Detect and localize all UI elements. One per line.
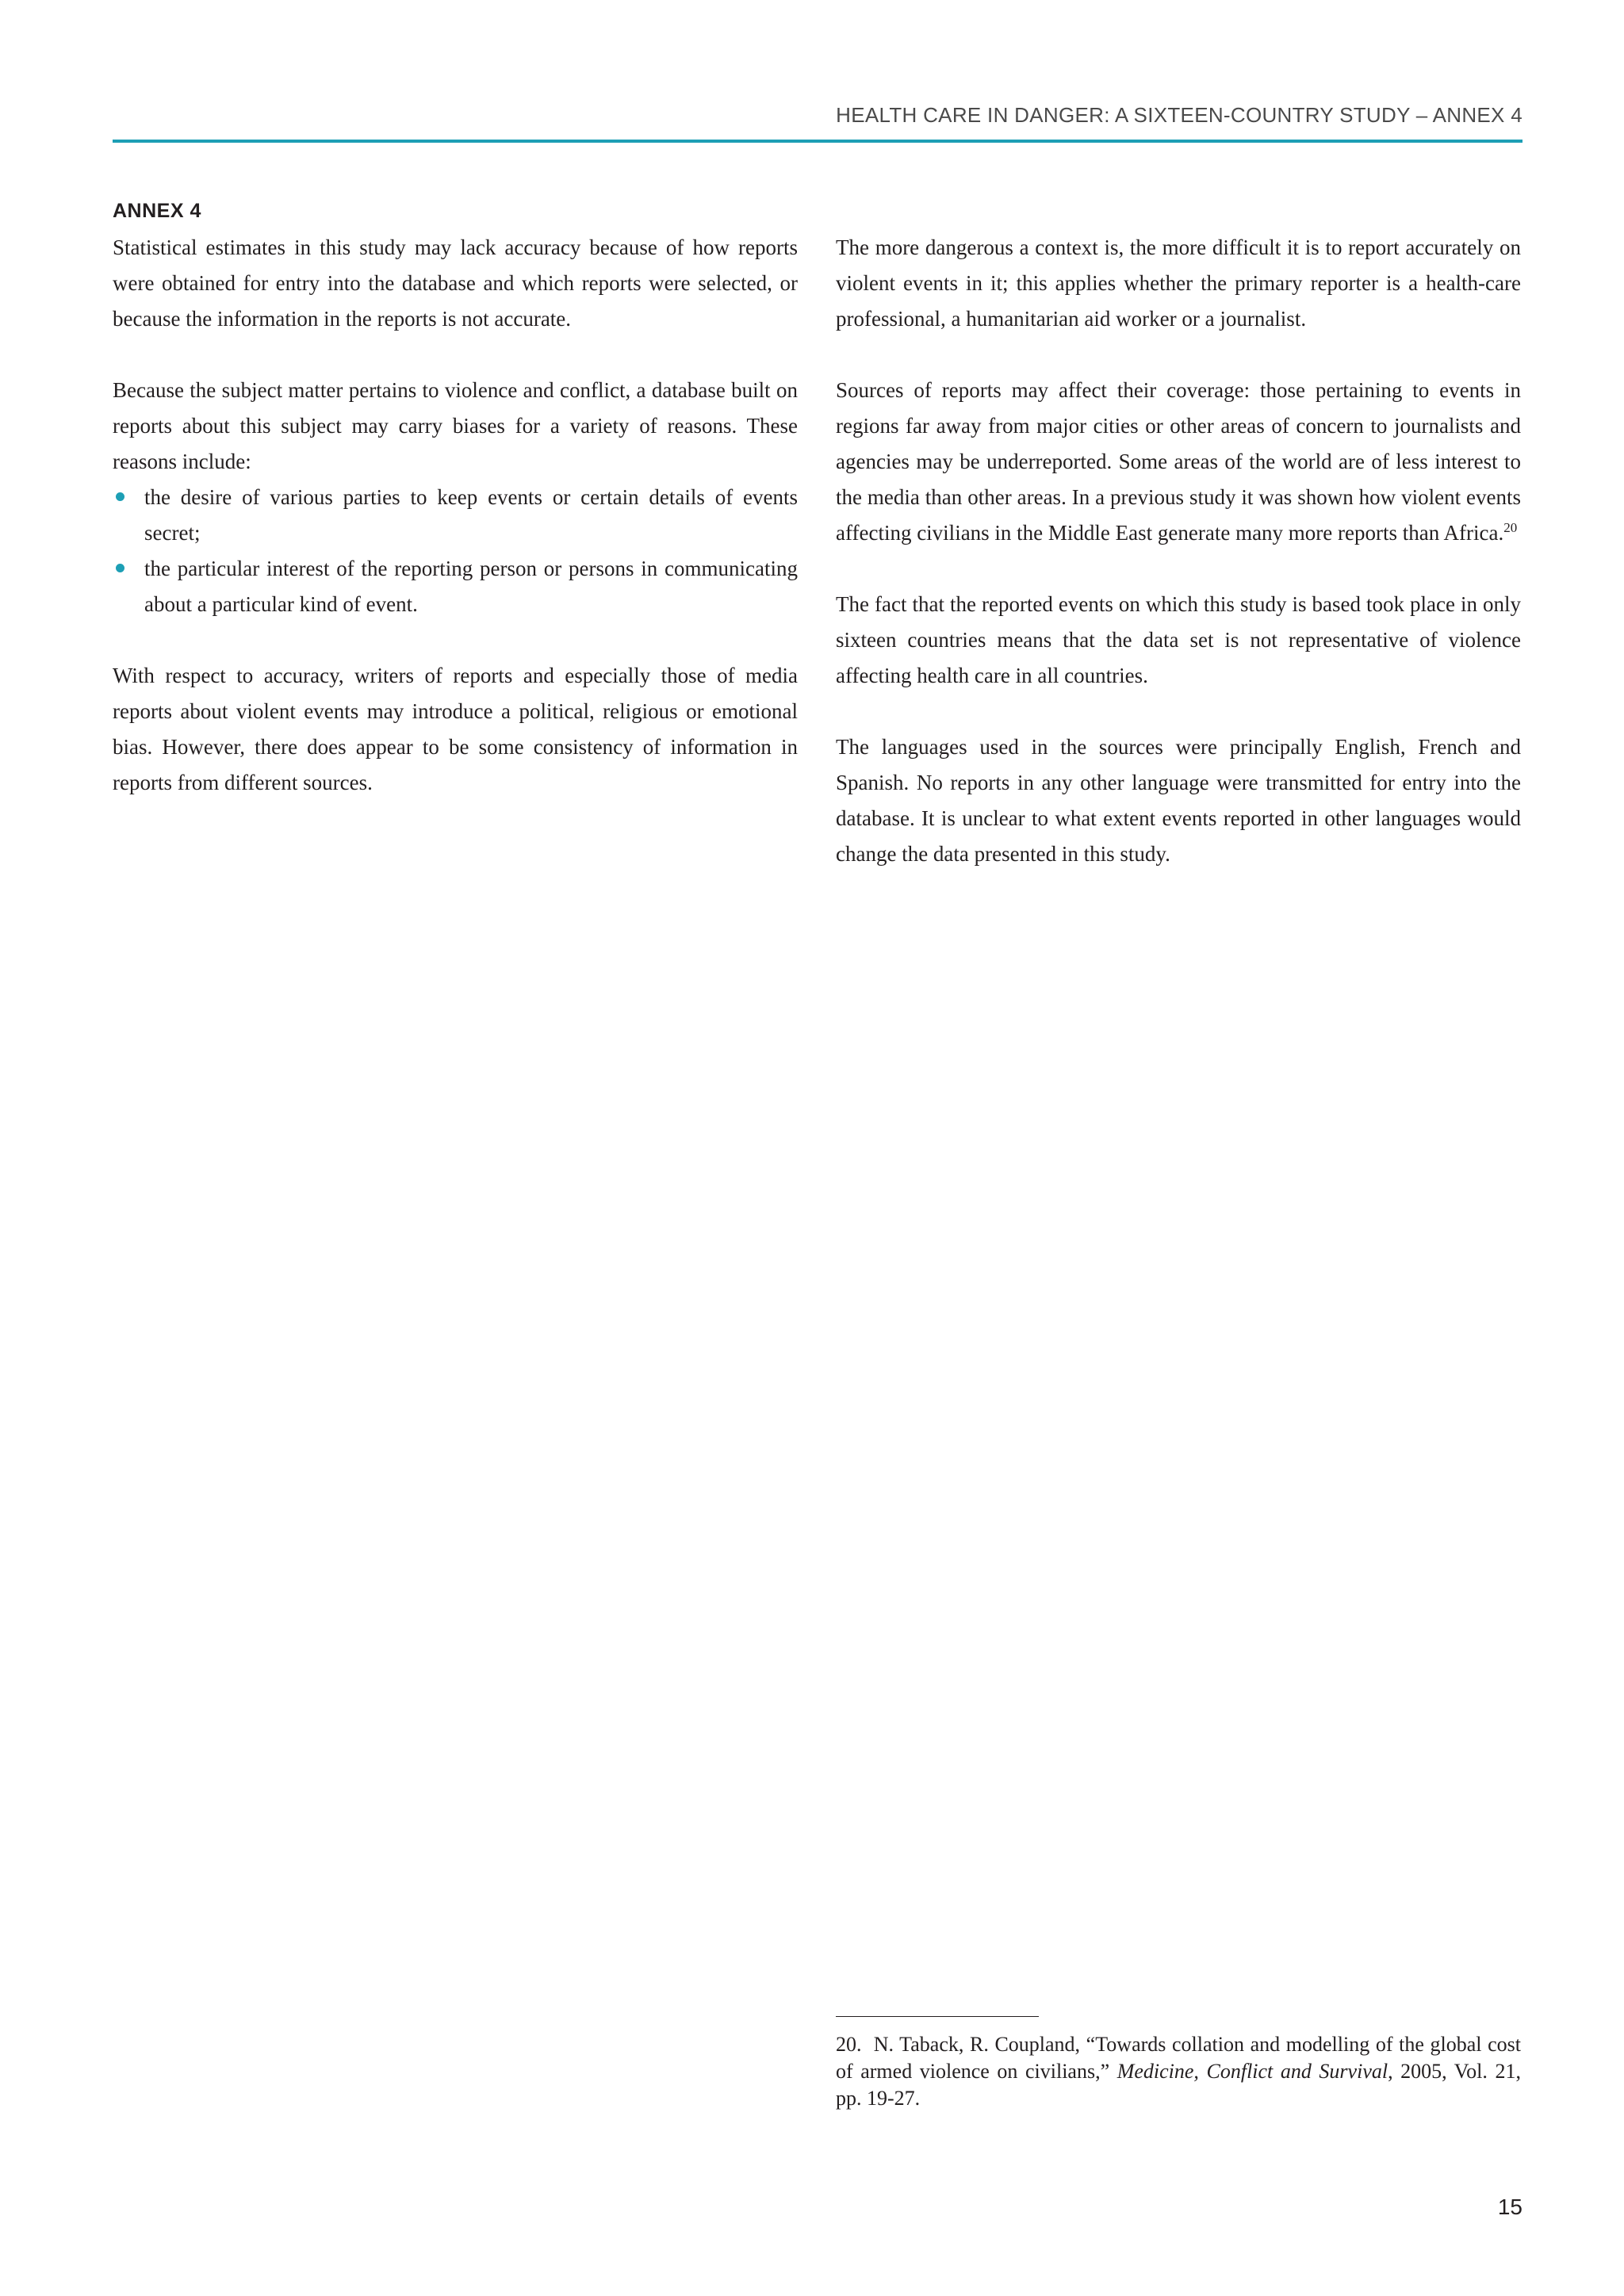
section-heading: ANNEX 4 — [113, 200, 201, 222]
running-header — [113, 98, 1522, 143]
paragraph-languages: The languages used in the sources were principally English, French and Spanish. No reports in any other language were transmitted for entry into the database. It is unclear to what extent events reported in other languages would change the data presented in this study. — [836, 735, 1521, 866]
left-column — [113, 195, 798, 836]
footnote-divider — [836, 2016, 1039, 2017]
page-number: 15 — [1497, 2195, 1522, 2219]
footnote-journal: Medicine, Conflict and Survival — [1116, 2060, 1388, 2083]
bullet-icon — [116, 564, 124, 572]
paragraph-sixteen-countries: The fact that the reported events on which this study is based took place in only sixteen countries means that the data set is not representative of violence affecting health care in all countries. — [836, 592, 1521, 687]
footnote-reference-link[interactable]: 20 — [1503, 520, 1518, 535]
paragraph-accuracy: Statistical estimates in this study may lack accuracy because of how reports were obtained for entry into the database and which reports were selected, or because the information in the reports is not accurate. — [113, 235, 798, 331]
paragraph-biases: Because the subject matter pertains to violence and conflict, a database built on reports about this subject may carry biases for a variety of reasons. These reasons include: — [113, 378, 798, 473]
list-item-text: the desire of various parties to keep events or certain details of events secret; — [144, 485, 798, 545]
list-item-text: the particular interest of the reporting person or persons in communicating about a particular kind of event. — [144, 557, 798, 616]
list-item — [113, 480, 798, 551]
paragraph-dangerous-context: The more dangerous a context is, the more difficult it is to report accurately on violent events in it; this applies whether the primary reporter is a health-care professional, a humanitarian aid worker or a journalist. — [836, 235, 1521, 331]
footnote — [836, 2031, 1521, 2112]
list-item — [113, 551, 798, 622]
footnote-number: 20. — [836, 2033, 862, 2056]
paragraph-media-bias: With respect to accuracy, writers of reports and especially those of media reports about violent events may introduce a political, religious or emotional bias. However, there does appear to be some consistency of information in reports from different sources. — [113, 664, 798, 794]
reasons-list — [113, 480, 798, 622]
footnote-details: , 2005, Vol. 21, pp. 19-27. — [836, 2060, 1521, 2110]
paragraph-sources — [836, 373, 1521, 551]
paragraph-sources-text: Sources of reports may affect their coverage: those pertaining to events in regions far away from major cities or other areas of concern to journalists and agencies may be underreported. Some areas of the world are of less interest to the media than other areas. In a previous study it was shown how violent events affecting civilians in the Middle East generate many more reports than Africa. — [836, 378, 1521, 545]
running-header-title: HEALTH CARE IN DANGER: A SIXTEEN-COUNTRY STUDY – ANNEX 4 — [836, 103, 1522, 127]
right-column — [836, 230, 1521, 908]
bullet-icon — [116, 492, 124, 501]
footnote-citation: N. Taback, R. Coupland, “Towards collation and modelling of the global cost of armed violence on civilians,” — [836, 2033, 1521, 2083]
